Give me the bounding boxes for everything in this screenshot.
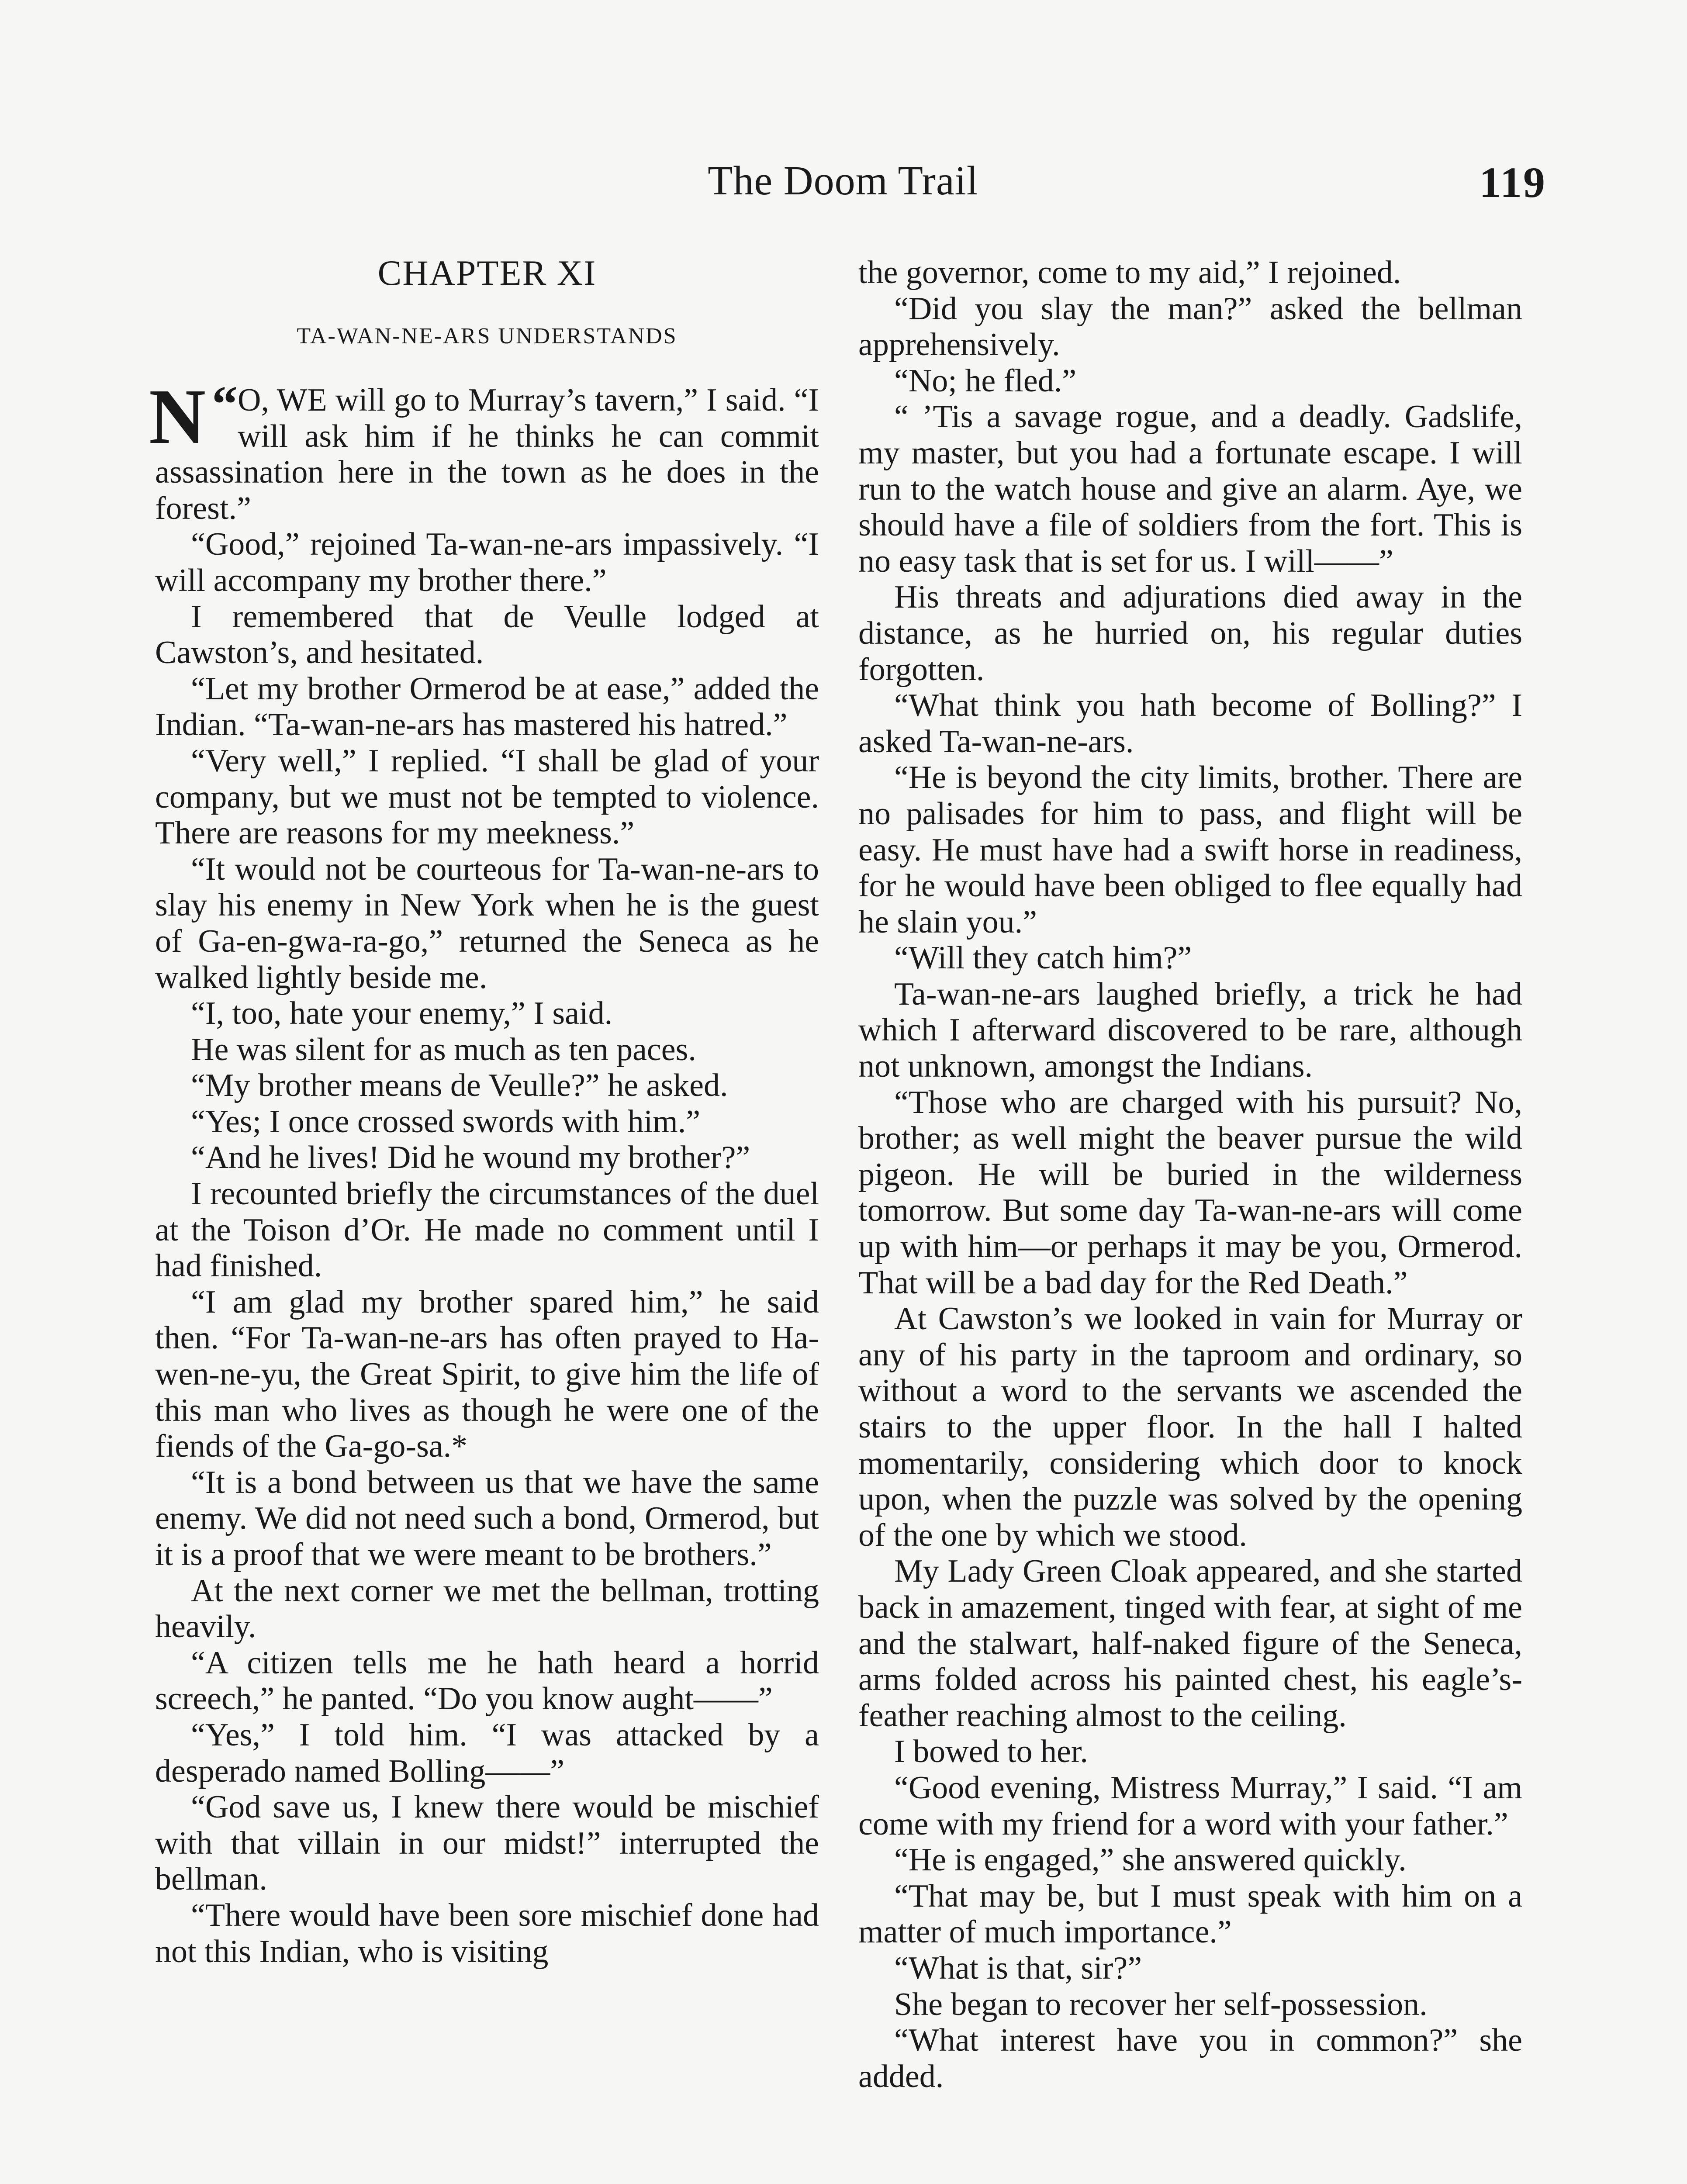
body-paragraph: “Good,” rejoined Ta-wan-ne-ars impassively. “I will accompany my brother there.”: [155, 526, 819, 598]
continuation-paragraph: the governor, come to my aid,” I rejoined.: [858, 255, 1401, 290]
body-paragraph: “That may be, but I must speak with him on a matter of much importance.”: [858, 1878, 1522, 1950]
body-paragraph: His threats and adjurations died away in the distance, as he hurried on, his regular duties forgotten.: [858, 579, 1522, 688]
left-column: [149, 245, 819, 1970]
dropcap-quote: “: [212, 375, 238, 432]
page-number: 119: [1479, 158, 1546, 207]
body-paragraph: “What is that, sir?”: [894, 1950, 1142, 1986]
body-paragraph: “A citizen tells me he hath heard a horrid screech,” he panted. “Do you know aught——”: [155, 1645, 819, 1717]
body-paragraph: At Cawston’s we looked in vain for Murray or any of his party in the taproom and ordinary, so without a word to the servants we ascended the stairs to the upper floor. In the hall I halted momentarily, considering which door to knock upon, when the puzzle was solved by the opening of the one by which we stood.: [858, 1301, 1522, 1553]
body-paragraph: “Very well,” I replied. “I shall be glad of your company, but we must not be tempted to violence. There are reasons for my meekness.”: [155, 743, 819, 851]
opening-rest: will go to Murray’s tavern,” I said. “I will ask him if he thinks he can commit assassination here in the town as he does in the forest.”: [155, 382, 819, 526]
body-paragraph: “Did you slay the man?” asked the bellman apprehensively.: [858, 290, 1522, 363]
body-paragraph: “And he lives! Did he wound my brother?”: [191, 1140, 750, 1176]
body-paragraph: “Those who are charged with his pursuit? No, brother; as well might the beaver pursue the wild pigeon. He will be buried in the wilderness tomorrow. But some day Ta-wan-ne-ars will come up with him—or perhaps it may be you, Ormerod. That will be a bad day for the Red Death.”: [858, 1084, 1522, 1301]
opening-smallcaps: O, WE: [238, 382, 327, 418]
chapter-subtitle: TA-WAN-NE-ARS UNDERSTANDS: [297, 324, 678, 349]
running-title: The Doom Trail: [708, 158, 978, 204]
body-paragraph: “Good evening, Mistress Murray,” I said. “I am come with my friend for a word with your father.”: [858, 1769, 1522, 1842]
body-paragraph: He was silent for as much as ten paces.: [191, 1031, 696, 1068]
body-paragraph: “It would not be courteous for Ta-wan-ne-ars to slay his enemy in New York when he is the guest of Ga-en-gwa-ra-go,” returned the Seneca as he walked lightly beside me.: [155, 851, 819, 995]
body-paragraph: “God save us, I knew there would be mischief with that villain in our midst!” interrupted the bellman.: [155, 1789, 819, 1897]
body-paragraph: At the next corner we met the bellman, trotting heavily.: [155, 1572, 819, 1645]
body-paragraph: “Let my brother Ormerod be at ease,” added the Indian. “Ta-wan-ne-ars has mastered his hatred.”: [155, 670, 819, 743]
body-paragraph: “He is beyond the city limits, brother. There are no palisades for him to pass, and flight will be easy. He must have had a swift horse in readiness, for he would have been obliged to flee equally had he slain you.”: [858, 760, 1522, 940]
body-paragraph: “I, too, hate your enemy,” I said.: [191, 995, 613, 1032]
body-paragraph: I bowed to her.: [894, 1734, 1088, 1770]
body-paragraph: “Will they catch him?”: [894, 940, 1192, 976]
body-paragraph: Ta-wan-ne-ars laughed briefly, a trick he had which I afterward discovered to be rare, although not unknown, amongst the Indians.: [858, 976, 1522, 1085]
body-paragraph: “He is engaged,” she answered quickly.: [894, 1842, 1407, 1878]
body-paragraph: “Yes,” I told him. “I was attacked by a desperado named Bolling——”: [155, 1717, 819, 1789]
body-paragraph: I remembered that de Veulle lodged at Cawston’s, and hesitated.: [155, 598, 819, 671]
dropcap-group: [149, 373, 238, 460]
page-header: [157, 157, 1546, 223]
right-paragraphs: [858, 291, 1522, 2095]
chapter-title: CHAPTER XI: [377, 253, 597, 293]
body-paragraph: “ ’Tis a savage rogue, and a deadly. Gadslife, my master, but you had a fortunate escape. I will run to the watch house and give an alarm. Aye, we should have a file of soldiers from the fort. This is no easy task that is set for us. I will——”: [858, 399, 1522, 579]
body-paragraph: She began to recover her self-possession.: [894, 1986, 1428, 2022]
opening-paragraph: [149, 373, 819, 526]
body-paragraph: “There would have been sore mischief done had not this Indian, who is visiting: [155, 1897, 819, 1970]
body-paragraph: “It is a bond between us that we have the same enemy. We did not need such a bond, Ormerod, but it is a proof that we were meant to be brothers.”: [155, 1464, 819, 1572]
body-paragraph: “I am glad my brother spared him,” he said then. “For Ta-wan-ne-ars has often prayed to Ha-wen-ne-yu, the Great Spirit, to give him the life of this man who lives as though he were one of the fiends of the Ga-go-sa.*: [155, 1284, 819, 1465]
left-paragraphs: [155, 526, 819, 1970]
body-paragraph: My Lady Green Cloak appeared, and she started back in amazement, tinged with fear, at sight of me and the stalwart, half-naked figure of the Seneca, arms folded across his painted chest, his eagle’s-feather reaching almost to the ceiling.: [858, 1553, 1522, 1734]
dropcap-letter: N: [149, 373, 206, 460]
body-paragraph: “Yes; I once crossed swords with him.”: [191, 1103, 701, 1140]
body-paragraph: “What think you hath become of Bolling?” I asked Ta-wan-ne-ars.: [858, 688, 1522, 760]
body-paragraph: “What interest have you in common?” she added.: [858, 2022, 1522, 2094]
body-paragraph: I recounted briefly the circumstances of the duel at the Toison d’Or. He made no comment until I had finished.: [155, 1176, 819, 1284]
body-paragraph: “My brother means de Veulle?” he asked.: [191, 1068, 728, 1104]
right-column: [858, 255, 1522, 2094]
body-paragraph: “No; he fled.”: [894, 363, 1077, 399]
